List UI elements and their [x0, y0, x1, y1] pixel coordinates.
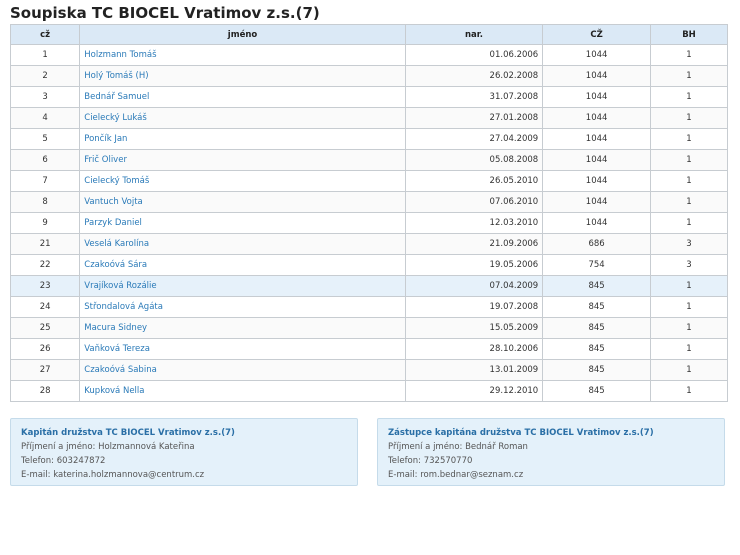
cell-bh: 1: [650, 297, 727, 318]
cell-rank: 845: [543, 276, 651, 297]
cell-bh: 3: [650, 255, 727, 276]
cell-bh: 1: [650, 192, 727, 213]
cell-cz: 5: [11, 129, 80, 150]
cell-rank: 845: [543, 318, 651, 339]
cell-name: [80, 318, 406, 339]
cell-born: 26.02.2008: [405, 66, 542, 87]
captain-title: Kapitán družstva TC BIOCEL Vratimov z.s.(7): [21, 428, 235, 438]
table-row: [11, 297, 728, 318]
cell-bh: 1: [650, 381, 727, 402]
cell-born: 01.06.2006: [405, 45, 542, 66]
cell-rank: 1044: [543, 108, 651, 129]
page-title: Soupiska TC BIOCEL Vratimov z.s.(7): [10, 4, 320, 22]
captain-box: [10, 418, 358, 486]
player-link[interactable]: Czakoóvá Sára: [84, 260, 148, 270]
cell-rank: 1044: [543, 213, 651, 234]
cell-cz: 3: [11, 87, 80, 108]
cell-born: 19.05.2006: [405, 255, 542, 276]
captain-phone: Telefon: 603247872: [21, 456, 106, 466]
cell-cz: 27: [11, 360, 80, 381]
cell-bh: 1: [650, 318, 727, 339]
cell-rank: 1044: [543, 150, 651, 171]
table-row: [11, 255, 728, 276]
player-link[interactable]: Holý Tomáš (H): [84, 71, 149, 81]
player-link[interactable]: Parzyk Daniel: [84, 218, 142, 228]
header-rank[interactable]: CŽ: [543, 25, 651, 45]
table-row: [11, 192, 728, 213]
table-row: [11, 360, 728, 381]
table-row: [11, 276, 728, 297]
cell-rank: 1044: [543, 87, 651, 108]
table-row: [11, 234, 728, 255]
player-link[interactable]: Kupková Nella: [84, 386, 145, 396]
cell-cz: 25: [11, 318, 80, 339]
player-link[interactable]: Vaňková Tereza: [84, 344, 150, 354]
table-row: [11, 318, 728, 339]
cell-name: [80, 192, 406, 213]
player-link[interactable]: Holzmann Tomáš: [84, 50, 157, 60]
cell-bh: 1: [650, 129, 727, 150]
player-link[interactable]: Cielecký Tomáš: [84, 176, 150, 186]
vice-captain-box: [377, 418, 725, 486]
cell-rank: 1044: [543, 45, 651, 66]
table-row: [11, 87, 728, 108]
cell-name: [80, 171, 406, 192]
cell-born: 07.06.2010: [405, 192, 542, 213]
player-link[interactable]: Cielecký Lukáš: [84, 113, 147, 123]
cell-rank: 845: [543, 339, 651, 360]
cell-rank: 845: [543, 381, 651, 402]
cell-name: [80, 276, 406, 297]
cell-born: 29.12.2010: [405, 381, 542, 402]
vice-captain-name: Příjmení a jméno: Bednář Roman: [388, 442, 528, 452]
table-row: [11, 339, 728, 360]
table-row: [11, 66, 728, 87]
cell-bh: 1: [650, 213, 727, 234]
cell-born: 27.04.2009: [405, 129, 542, 150]
table-row: [11, 150, 728, 171]
cell-name: [80, 213, 406, 234]
cell-name: [80, 45, 406, 66]
cell-bh: 1: [650, 276, 727, 297]
cell-cz: 23: [11, 276, 80, 297]
vice-captain-title: Zástupce kapitána družstva TC BIOCEL Vratimov z.s.(7): [388, 428, 654, 438]
cell-name: [80, 297, 406, 318]
table-row: [11, 381, 728, 402]
cell-cz: 22: [11, 255, 80, 276]
table-header-row: [11, 25, 728, 45]
cell-born: 31.07.2008: [405, 87, 542, 108]
cell-name: [80, 150, 406, 171]
cell-name: [80, 255, 406, 276]
cell-name: [80, 339, 406, 360]
cell-rank: 845: [543, 360, 651, 381]
player-link[interactable]: Bednář Samuel: [84, 92, 150, 102]
player-link[interactable]: Veselá Karolína: [84, 239, 150, 249]
cell-born: 19.07.2008: [405, 297, 542, 318]
cell-name: [80, 381, 406, 402]
cell-bh: 3: [650, 234, 727, 255]
cell-cz: 8: [11, 192, 80, 213]
header-bh[interactable]: BH: [650, 25, 727, 45]
captain-name: Příjmení a jméno: Holzmannová Kateřina: [21, 442, 195, 452]
player-link[interactable]: Vrajíková Rozálie: [84, 281, 157, 291]
cell-bh: 1: [650, 339, 727, 360]
cell-rank: 754: [543, 255, 651, 276]
cell-born: 13.01.2009: [405, 360, 542, 381]
cell-cz: 6: [11, 150, 80, 171]
cell-born: 05.08.2008: [405, 150, 542, 171]
player-link[interactable]: Pončík Jan: [84, 134, 128, 144]
cell-name: [80, 87, 406, 108]
cell-born: 28.10.2006: [405, 339, 542, 360]
cell-rank: 1044: [543, 192, 651, 213]
cell-bh: 1: [650, 66, 727, 87]
cell-rank: 1044: [543, 171, 651, 192]
player-link[interactable]: Macura Sidney: [84, 323, 148, 333]
player-link[interactable]: Frič Oliver: [84, 155, 127, 165]
cell-rank: 686: [543, 234, 651, 255]
cell-bh: 1: [650, 171, 727, 192]
cell-cz: 28: [11, 381, 80, 402]
cell-born: 27.01.2008: [405, 108, 542, 129]
cell-born: 12.03.2010: [405, 213, 542, 234]
cell-cz: 4: [11, 108, 80, 129]
vice-captain-email[interactable]: E-mail: rom.bednar@seznam.cz: [388, 470, 524, 480]
player-link[interactable]: Czakoóvá Sabina: [84, 365, 157, 375]
cell-bh: 1: [650, 150, 727, 171]
cell-bh: 1: [650, 108, 727, 129]
header-name[interactable]: jméno: [80, 25, 406, 45]
roster-table: [10, 24, 728, 402]
captain-email[interactable]: E-mail: katerina.holzmannova@centrum.cz: [21, 470, 205, 480]
table-row: [11, 129, 728, 150]
cell-born: 26.05.2010: [405, 171, 542, 192]
cell-bh: 1: [650, 87, 727, 108]
cell-rank: 1044: [543, 66, 651, 87]
cell-rank: 845: [543, 297, 651, 318]
cell-name: [80, 129, 406, 150]
cell-cz: 9: [11, 213, 80, 234]
player-link[interactable]: Vantuch Vojta: [84, 197, 143, 207]
cell-born: 21.09.2006: [405, 234, 542, 255]
header-cz[interactable]: cž: [11, 25, 80, 45]
table-row: [11, 171, 728, 192]
cell-rank: 1044: [543, 129, 651, 150]
cell-cz: 1: [11, 45, 80, 66]
cell-cz: 26: [11, 339, 80, 360]
player-link[interactable]: Střondalová Agáta: [84, 302, 163, 312]
cell-born: 15.05.2009: [405, 318, 542, 339]
cell-cz: 7: [11, 171, 80, 192]
cell-name: [80, 234, 406, 255]
vice-captain-phone: Telefon: 732570770: [388, 456, 473, 466]
header-born[interactable]: nar.: [405, 25, 542, 45]
cell-name: [80, 360, 406, 381]
table-row: [11, 108, 728, 129]
cell-cz: 21: [11, 234, 80, 255]
cell-name: [80, 66, 406, 87]
cell-bh: 1: [650, 360, 727, 381]
cell-cz: 2: [11, 66, 80, 87]
cell-cz: 24: [11, 297, 80, 318]
cell-born: 07.04.2009: [405, 276, 542, 297]
cell-bh: 1: [650, 45, 727, 66]
table-row: [11, 45, 728, 66]
cell-name: [80, 108, 406, 129]
table-row: [11, 213, 728, 234]
